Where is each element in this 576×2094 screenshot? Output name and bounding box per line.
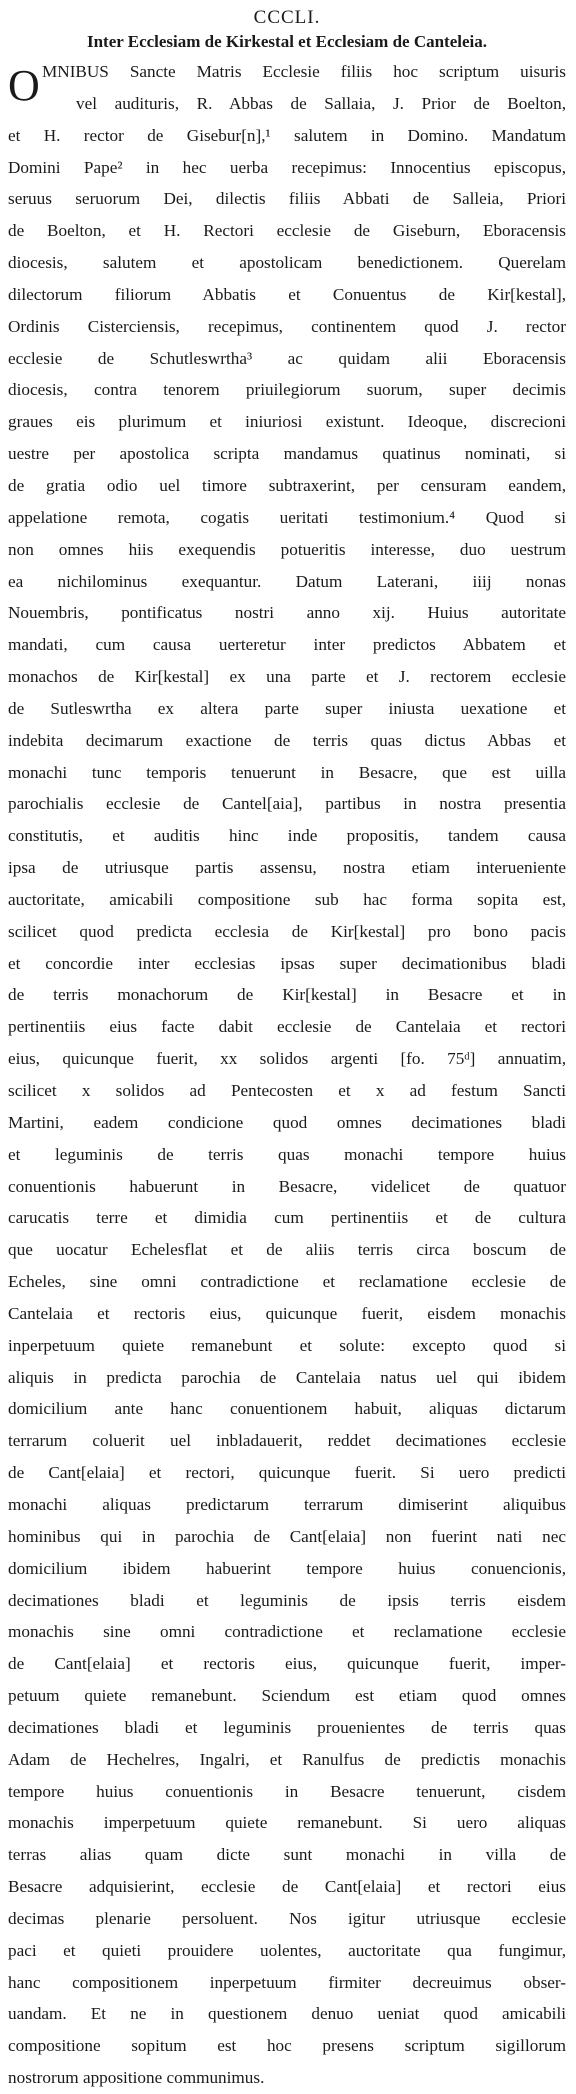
text-line: paci et quieti prouidere uolentes, auctoritate qua fungimur, <box>8 1940 566 1960</box>
text-line: pertinentiis eius facte dabit ecclesie de Cantelaia et rectori <box>8 1017 566 1037</box>
text-line: de Boelton, et H. Rectori ecclesie de Giseburn, Eboracensis <box>8 221 566 241</box>
text-line: mandati, cum causa uerteretur inter predictos Abbatem et <box>8 635 566 655</box>
text-line: monachis sine omni contradictione et reclamatione ecclesie <box>8 1622 566 1642</box>
charter-number: CCCLI. <box>253 7 321 28</box>
text-line: Nouembris, pontificatus nostri anno xij. Huius autoritate <box>8 603 566 623</box>
text-line: domicilium ante hanc conuentionem habuit, aliquas dictarum <box>8 1399 566 1419</box>
text-line: ipsa de utriusque partis assensu, nostra etiam interueniente <box>8 858 566 878</box>
text-line: de Sutleswrtha ex altera parte super iniusta uexatione et <box>8 698 566 718</box>
text-line: que uocatur Echelesflat et de aliis terris circa boscum de <box>8 1240 566 1260</box>
charter-text <box>8 56 566 2094</box>
text-line: de Cant[elaia] et rectoris eius, quicunque fuerit, imper- <box>8 1654 566 1674</box>
text-line: Besacre adquisierint, ecclesie de Cant[elaia] et rectori eius <box>8 1877 566 1897</box>
text-line: uestre per apostolica scripta mandamus quatinus nominati, si <box>8 444 566 464</box>
text-line: domicilium ibidem habuerint tempore huius conuencionis, <box>8 1558 566 1578</box>
text-line: Ordinis Cisterciensis, recepimus, continentem quod J. rector <box>8 316 566 336</box>
text-line: parochialis ecclesie de Cantel[aia], partibus in nostra presentia <box>8 794 566 814</box>
text-line: non omnes hiis exequendis potueritis interesse, duo uestrum <box>8 539 566 559</box>
text-line: monachi tunc temporis tenuerunt in Besacre, que est uilla <box>8 762 566 782</box>
text-line: terras alias quam dicte sunt monachi in villa de <box>8 1845 566 1865</box>
text-line: appelatione remota, cogatis ueritati testimonium.⁴ Quod si <box>8 507 566 527</box>
text-line: indebita decimarum exactione de terris quas dictus Abbas et <box>8 730 566 750</box>
text-line: aliquis in predicta parochia de Cantelaia natus uel qui ibidem <box>8 1367 566 1387</box>
text-line: auctoritate, amicabili compositione sub hac forma sopita est, <box>8 889 566 909</box>
text-line: eius, quicunque fuerit, xx solidos argenti [fo. 75ᵈ] annuatim, <box>8 1049 566 1069</box>
text-line: Adam de Hechelres, Ingalri, et Ranulfus de predictis monachis <box>8 1749 566 1769</box>
text-line: seruus seruorum Dei, dilectis filiis Abbati de Salleia, Priori <box>8 189 566 209</box>
text-line: inperpetuum quiete remanebunt et solute: excepto quod si <box>8 1335 566 1355</box>
text-line: conuentionis habuerunt in Besacre, videlicet de quatuor <box>8 1176 566 1196</box>
text-line: uandam. Et ne in questionem denuo ueniat quod amicabili <box>8 2004 566 2024</box>
text-line: vel audituris, R. Abbas de Sallaia, J. Prior de Boelton, <box>76 93 566 113</box>
text-line: Martini, eadem condicione quod omnes decimationes bladi <box>8 1112 566 1132</box>
text-line: tempore huius conuentionis in Besacre tenuerunt, cisdem <box>8 1781 566 1801</box>
text-line: Echeles, sine omni contradictione et reclamatione ecclesie de <box>8 1272 566 1292</box>
text-line: diocesis, salutem et apostolicam benedictionem. Querelam <box>8 253 566 273</box>
text-line: nostrorum appositione communimus. <box>8 2068 265 2088</box>
text-line: ea nichilominus exequantur. Datum Laterani, iiij nonas <box>8 571 566 591</box>
text-line: petuum quiete remanebunt. Sciendum est etiam quod omnes <box>8 1686 566 1706</box>
text-line: et concordie inter ecclesias ipsas super decimationibus bladi <box>8 953 566 973</box>
text-lines <box>8 56 566 2094</box>
text-line: Domini Pape² in hec uerba recepimus: Innocentius episcopus, <box>8 157 566 177</box>
text-line: scilicet x solidos ad Pentecosten et x ad festum Sancti <box>8 1081 566 1100</box>
text-line: graues eis plurimum et iniuriosi existunt. Ideoque, discrecioni <box>8 412 566 432</box>
text-line: terrarum coluerit uel inbladauerit, reddet decimationes ecclesie <box>8 1431 566 1451</box>
text-line: scilicet quod predicta ecclesia de Kir[kestal] pro bono pacis <box>8 921 566 941</box>
text-line: decimationes bladi et leguminis de ipsis terris eisdem <box>8 1590 566 1610</box>
text-line: monachis imperpetuum quiete remanebunt. Si uero aliquas <box>8 1813 566 1833</box>
text-line: de gratia odio uel timore subtraxerint, per censuram eandem, <box>8 475 566 495</box>
text-line: monachos de Kir[kestal] ex una parte et J. rectorem ecclesie <box>8 667 566 687</box>
text-line: hominibus qui in parochia de Cant[elaia] non fuerint nati nec <box>8 1526 566 1546</box>
text-line: Cantelaia et rectoris eius, quicunque fuerit, eisdem monachis <box>8 1303 566 1323</box>
text-line: ecclesie de Schutleswrtha³ ac quidam alii Eboracensis <box>8 348 566 368</box>
text-line: MNIBUS Sancte Matris Ecclesie filiis hoc scriptum uisuris <box>42 62 566 81</box>
text-line: dilectorum filiorum Abbatis et Conuentus de Kir[kestal], <box>8 284 566 304</box>
text-line: et leguminis de terris quas monachi tempore huius <box>8 1144 566 1164</box>
text-line: de terris monachorum de Kir[kestal] in Besacre et in <box>8 985 566 1005</box>
text-line: hanc compositionem inperpetuum firmiter decreuimus obser- <box>8 1972 566 1992</box>
text-line: carucatis terre et dimidia cum pertinentiis et de cultura <box>8 1208 566 1228</box>
text-line: decimationes bladi et leguminis prouenientes de terris quas <box>8 1717 566 1737</box>
text-line: constitutis, et auditis hinc inde propositis, tandem causa <box>8 826 566 846</box>
text-line: de Cant[elaia] et rectori, quicunque fuerit. Si uero predicti <box>8 1463 566 1483</box>
text-line: decimas plenarie persoluent. Nos igitur utriusque ecclesie <box>8 1908 566 1928</box>
text-line: compositione sopitum est hoc presens scriptum sigillorum <box>8 2036 566 2056</box>
drop-cap: O <box>8 61 40 110</box>
text-line: et H. rector de Gisebur[n],¹ salutem in Domino. Mandatum <box>8 125 566 145</box>
charter-title: Inter Ecclesiam de Kirkestal et Ecclesiam de Canteleia. <box>86 32 488 51</box>
text-line: diocesis, contra tenorem priuilegiorum suorum, super decimis <box>8 380 566 400</box>
text-line: monachi aliquas predictarum terrarum dimiserint aliquibus <box>8 1494 566 1514</box>
